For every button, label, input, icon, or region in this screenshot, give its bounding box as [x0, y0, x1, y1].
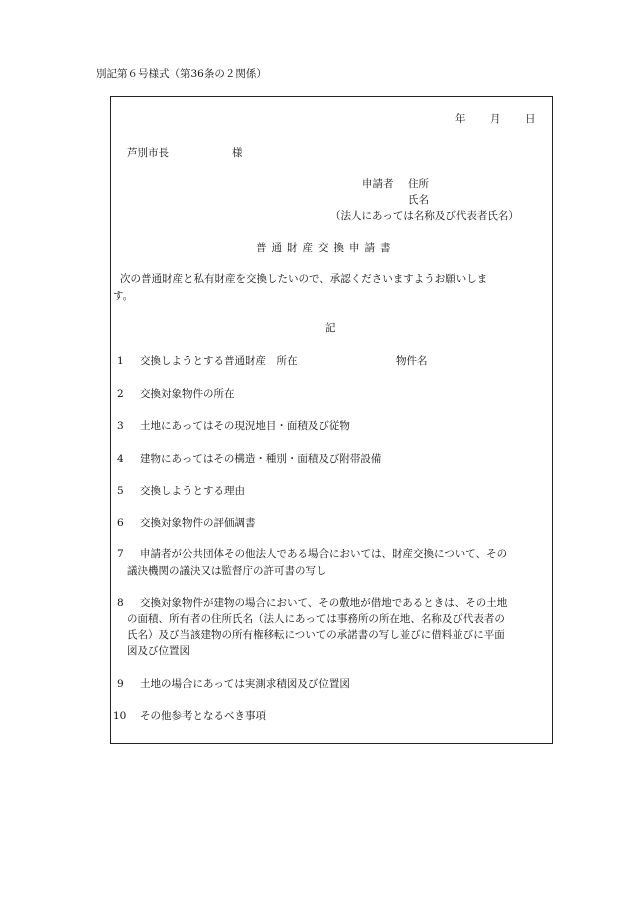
document-title: 普通財産交換申請書 [256, 242, 396, 254]
item-1-property-name-label: 物件名 [396, 355, 428, 367]
applicant-label: 申請者 [362, 178, 394, 190]
ki-heading: 記 [325, 322, 336, 334]
item-10-number: 10 [113, 710, 127, 722]
item-6-text: 交換対象物件の評価調書 [140, 517, 256, 529]
item-8-text-line-3: 氏名）及び当該建物の所有権移転についての承諾書の写し並びに借料並びに平面 [127, 629, 505, 641]
item-1-text: 交換しようとする普通財産 所在 [140, 355, 298, 367]
item-5-text: 交換しようとする理由 [140, 485, 245, 497]
date-year-label: 年 [455, 113, 466, 125]
item-4-number: 4 [117, 453, 124, 465]
body-text-line-2: す。 [113, 290, 134, 302]
item-8-number: 8 [117, 597, 124, 609]
applicant-address-label: 住所 [408, 178, 429, 190]
applicant-corporate-note: （法人にあっては名称及び代表者氏名） [330, 210, 519, 222]
item-2-text: 交換対象物件の所在 [140, 388, 235, 400]
item-7-number: 7 [117, 548, 124, 560]
item-6-number: 6 [117, 517, 124, 529]
item-2-number: 2 [117, 388, 124, 400]
body-text-line-1: 次の普通財産と私有財産を交換したいので、承認くださいますようお願いしま [120, 273, 488, 285]
form-number-header: 別記第６号様式（第36条の２関係） [96, 68, 267, 80]
date-month-label: 月 [490, 113, 501, 125]
addressee-honorific: 様 [232, 147, 243, 159]
addressee-name: 芦別市長 [127, 147, 169, 159]
item-1-number: 1 [117, 355, 124, 367]
item-7-text-line-1: 申請者が公共団体その他法人である場合においては、財産交換について、その [140, 548, 508, 560]
date-day-label: 日 [525, 113, 536, 125]
applicant-name-label: 氏名 [408, 194, 429, 206]
item-3-number: 3 [117, 420, 124, 432]
item-8-text-line-2: の面積、所有者の住所氏名（法人にあっては事務所の所在地、名称及び代表者の [127, 613, 505, 625]
item-10-text: その他参考となるべき事項 [140, 710, 266, 722]
item-7-text-line-2: 議決機関の議決又は監督庁の許可書の写し [127, 565, 327, 577]
item-9-text: 土地の場合にあっては実測求積図及び位置図 [140, 678, 350, 690]
item-3-text: 土地にあってはその現況地目・面積及び従物 [140, 420, 350, 432]
item-9-number: 9 [117, 678, 124, 690]
item-8-text-line-1: 交換対象物件が建物の場合において、その敷地が借地であるときは、その土地 [140, 597, 508, 609]
item-8-text-line-4: 図及び位置図 [127, 645, 190, 657]
item-5-number: 5 [117, 485, 124, 497]
item-4-text: 建物にあってはその構造・種別・面積及び附帯設備 [140, 453, 382, 465]
